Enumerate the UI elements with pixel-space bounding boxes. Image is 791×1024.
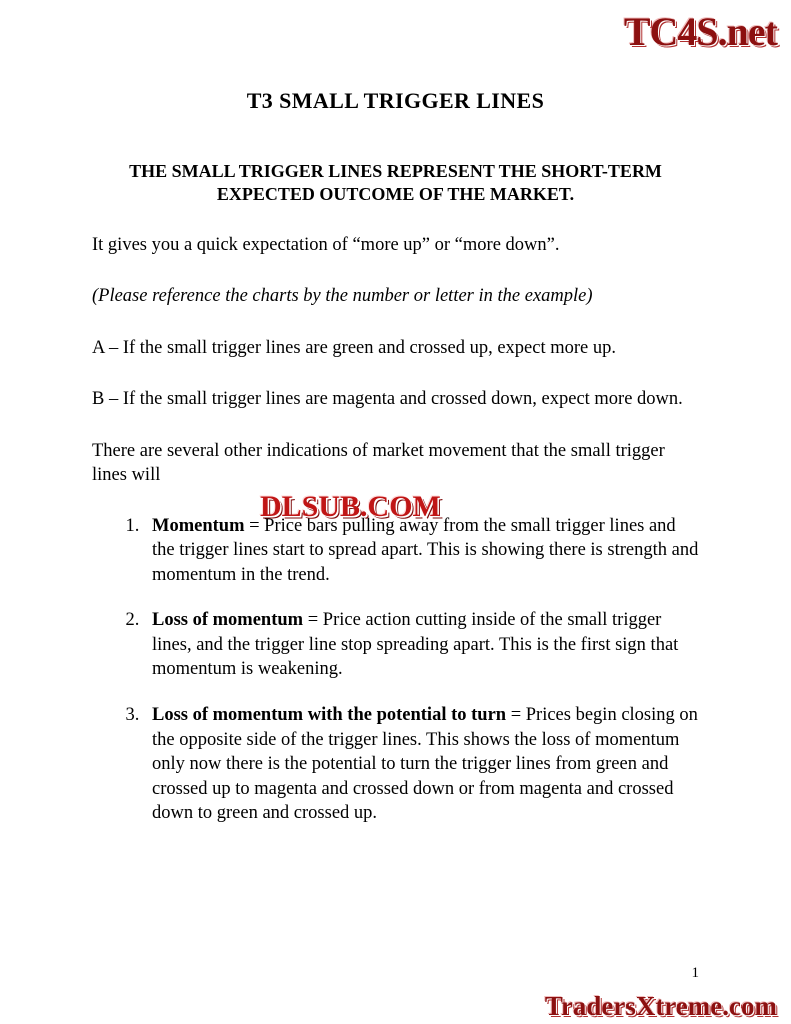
top-right-watermark: TC4S.net (623, 9, 777, 54)
list-item-text: = Price action cutting inside of the small trigger lines, and the trigger line stop spreading apart. This is the first sign that momentum is weakening. (152, 610, 679, 680)
paragraph-reference-note: (Please reference the charts by the number or letter in the example) (92, 286, 593, 307)
paragraph-intro: It gives you a quick expectation of “more up” or “more down”. (92, 235, 560, 256)
page-subtitle: THE SMALL TRIGGER LINES REPRESENT THE SHORT-TERM EXPECTED OUTCOME OF THE MARKET. (129, 161, 662, 205)
page-title: T3 SMALL TRIGGER LINES (246, 88, 545, 113)
paragraph-other-indications: There are several other indications of market movement that the small trigger lines will (92, 440, 665, 486)
list-item-lead: Loss of momentum with the potential to turn (152, 705, 507, 726)
list-item-text: = Prices begin closing on the opposite side of the trigger lines. This shows the loss of momentum only now there is the potential to turn the trigger lines from green and crossed up to magenta and crossed down or from magenta and crossed down to green and crossed up. (152, 705, 698, 824)
list-item-lead: Momentum (152, 515, 245, 536)
bottom-right-watermark: TradersXtreme.com (544, 991, 777, 1021)
center-watermark: DLSUB.COM (260, 490, 441, 523)
indications-list (92, 514, 699, 827)
list-item (144, 608, 699, 682)
list-item (144, 703, 699, 826)
paragraph-point-b: B – If the small trigger lines are magenta and crossed down, expect more down. (92, 389, 683, 410)
list-item-text: = Price bars pulling away from the small trigger lines and the trigger lines start to spread apart. This is showing there is strength and momentum in the trend. (152, 515, 699, 585)
page-number: 1 (691, 965, 699, 981)
paragraph-point-a: A – If the small trigger lines are green and crossed up, expect more up. (92, 337, 616, 358)
list-item (144, 514, 699, 588)
list-item-lead: Loss of momentum (152, 610, 304, 631)
